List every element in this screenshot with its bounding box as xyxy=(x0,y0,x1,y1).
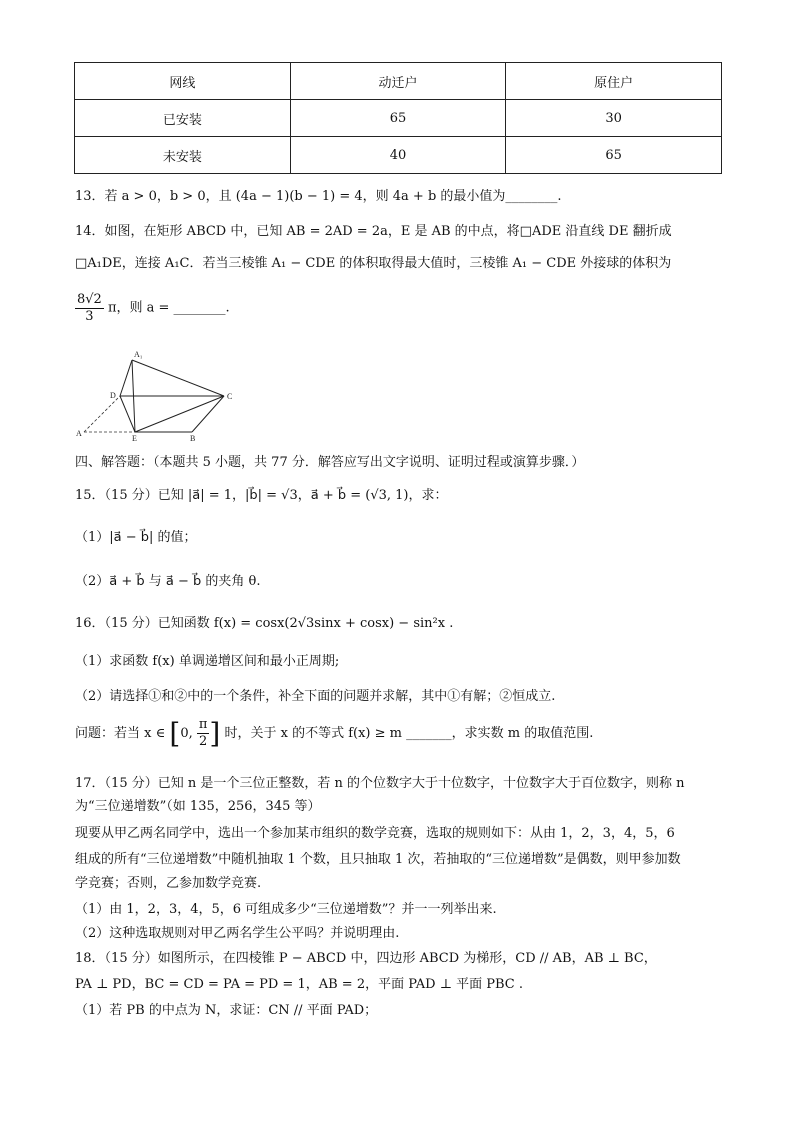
question-17-part1: （1）由 1，2，3，4，5，6 可组成多少“三位递增数”？并一一列举出来. xyxy=(75,902,497,917)
problem-suffix: 时，关于 x 的不等式 f(x) ≥ m _______，求实数 m 的取值范围. xyxy=(224,726,594,741)
label-e: E xyxy=(132,434,137,442)
table-header-cell: 网线 xyxy=(75,63,291,100)
table-cell: 30 xyxy=(506,100,722,137)
fraction-denominator: 2 xyxy=(198,734,208,749)
question-14-line2: □A₁DE，连接 A₁C．若当三棱锥 A₁ − CDE 的体积取得最大值时，三棱锥 A₁ − CDE 外接球的体积为 xyxy=(75,256,672,271)
label-d: D xyxy=(110,391,116,400)
fraction-denominator: 3 xyxy=(85,308,94,324)
table-row xyxy=(75,137,722,174)
left-bracket: [ xyxy=(169,717,181,750)
label-c: C xyxy=(227,392,233,401)
table-header-cell: 动迁户 xyxy=(290,63,506,100)
question-17-line1: 17．（15 分）已知 n 是一个三位正整数，若 n 的个位数字大于十位数字，十位数字大于百位数字，则称 n xyxy=(75,776,685,791)
question-14-line1: 14．如图，在矩形 ABCD 中，已知 AB = 2AD = 2a，E 是 AB 的中点，将□ADE 沿直线 DE 翻折成 xyxy=(75,224,672,239)
question-15-part2: （2）a⃗ + b⃗ 与 a⃗ − b⃗ 的夹角 θ. xyxy=(75,574,261,589)
volume-fraction xyxy=(75,292,104,324)
folding-figure xyxy=(72,346,242,442)
question-16-stem: 16．（15 分）已知函数 f(x) = cosx(2√3sinx + cosx) − sin²x . xyxy=(75,616,454,631)
question-17-line3: 现要从甲乙两名同学中，选出一个参加某市组织的数学竞赛，选取的规则如下：从由 1，2，3，4，5，6 xyxy=(75,826,675,841)
fraction-numerator: 8√2 xyxy=(77,292,102,307)
table-header-row xyxy=(75,63,722,100)
table-cell: 已安装 xyxy=(75,100,291,137)
question-17-line5: 学竞赛；否则，乙参加数学竞赛. xyxy=(75,876,262,891)
label-a: A xyxy=(76,429,82,438)
label-b: B xyxy=(190,434,196,442)
question-16-part2: （2）请选择①和②中的一个条件，补全下面的问题并求解，其中①有解；②恒成立. xyxy=(75,689,556,704)
question-15-part1: （1）|a⃗ − b⃗| 的值； xyxy=(75,530,197,545)
table-cell: 未安装 xyxy=(75,137,291,174)
question-15-stem: 15．（15 分）已知 |a⃗| = 1，|b⃗| = √3，a⃗ + b⃗ = (√3, 1)，求： xyxy=(75,488,448,503)
question-16-part1: （1）求函数 f(x) 单调递增区间和最小正周期; xyxy=(75,654,340,669)
label-a1: A₁ xyxy=(134,350,143,359)
table-header-cell: 原住户 xyxy=(506,63,722,100)
section-4-heading: 四、解答题：（本题共 5 小题，共 77 分．解答应写出文字说明、证明过程或演算步骤．） xyxy=(75,455,585,470)
question-14-tail: π，则 a = ________. xyxy=(107,300,230,316)
question-18-part1: （1）若 PB 的中点为 N，求证：CN // 平面 PAD； xyxy=(75,1003,378,1018)
question-17-line4: 组成的所有“三位递增数”中随机抽取 1 个数，且只抽取 1 次，若抽取的“三位递增数”是偶数，则甲参加数 xyxy=(75,852,681,867)
table-cell: 65 xyxy=(290,100,506,137)
question-18-line1: 18．（15 分）如图所示，在四棱锥 P − ABCD 中，四边形 ABCD 为梯形，CD // AB，AB ⊥ BC， xyxy=(75,951,657,966)
fraction-numerator: π xyxy=(198,717,208,733)
question-16-problem xyxy=(75,717,593,750)
question-17-part2: （2）这种选取规则对甲乙两名学生公平吗？并说明理由. xyxy=(75,926,400,941)
question-18-line2: PA ⊥ PD，BC = CD = PA = PD = 1，AB = 2，平面 PAD ⊥ 平面 PBC . xyxy=(75,977,523,992)
problem-prefix: 问题：若当 x ∈ xyxy=(75,726,166,741)
pi-over-two xyxy=(197,717,210,749)
table-row xyxy=(75,100,722,137)
right-bracket: ] xyxy=(209,717,221,750)
question-14-line3 xyxy=(75,292,230,324)
question-13: 13．若 a > 0，b > 0，且 (4a − 1)(b − 1) = 4，则 4a + b 的最小值为________. xyxy=(75,189,562,204)
question-17-line2: 为“三位递增数”（如 135，256，345 等） xyxy=(75,799,321,814)
data-table xyxy=(74,62,722,174)
table-cell: 40 xyxy=(290,137,506,174)
table-cell: 65 xyxy=(506,137,722,174)
interval-left: 0, xyxy=(180,726,193,741)
